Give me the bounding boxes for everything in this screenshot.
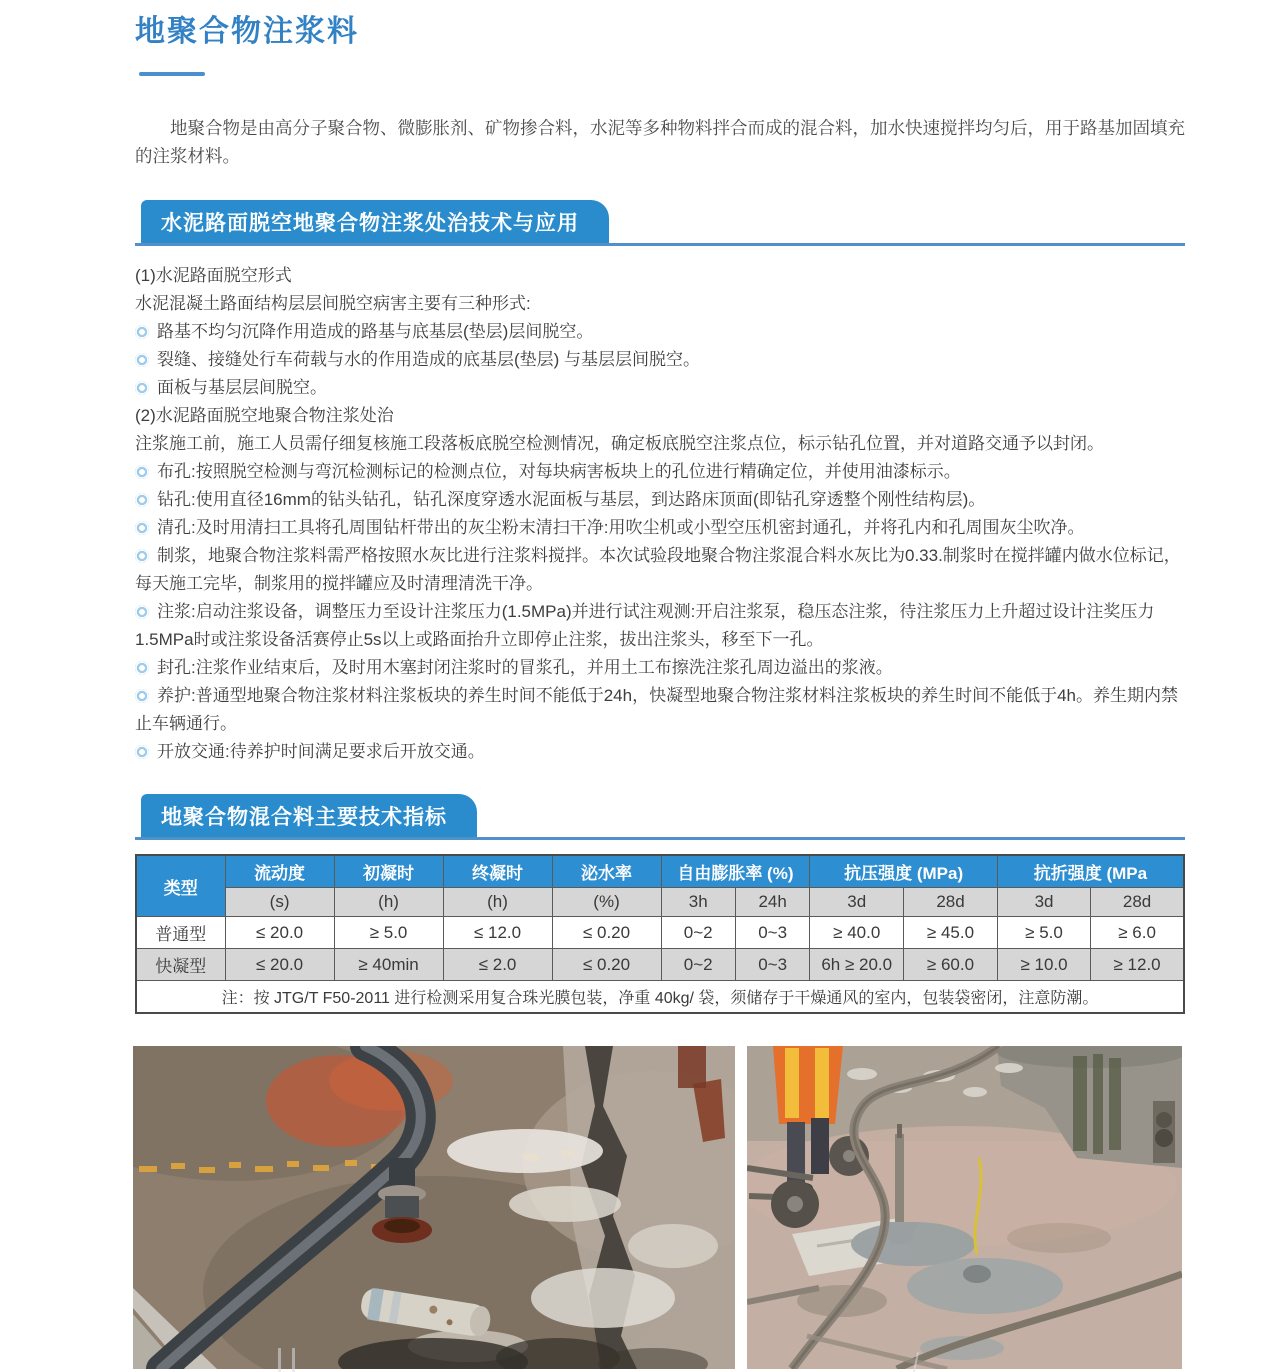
body-paragraph: 养护:普通型地聚合物注浆材料注浆板块的养生时间不能低于24h，快凝型地聚合物注浆材料注浆板块的养生时间不能低于4h。养生期内禁止车辆通行。 bbox=[135, 686, 1178, 733]
table-header-row-2 bbox=[136, 888, 1184, 917]
table-cell: ≤ 0.20 bbox=[552, 949, 661, 981]
table-cell: ≤ 2.0 bbox=[443, 949, 552, 981]
unit-cell: (%) bbox=[552, 888, 661, 917]
table-cell: ≥ 12.0 bbox=[1091, 949, 1184, 981]
left-photo-grouting-hose bbox=[133, 1046, 735, 1369]
bullet-icon bbox=[135, 521, 149, 535]
bullet-icon bbox=[135, 745, 149, 759]
unit-cell: 3h bbox=[661, 888, 735, 917]
unit-cell: 3d bbox=[997, 888, 1090, 917]
bullet-icon bbox=[135, 353, 149, 367]
unit-cell: (h) bbox=[443, 888, 552, 917]
table-cell: ≥ 10.0 bbox=[997, 949, 1090, 981]
body-paragraph: 布孔:按照脱空检测与弯沉检测标记的检测点位，对每块病害板块上的孔位进行精确定位，并使用油漆标示。 bbox=[135, 458, 1185, 486]
bullet-icon bbox=[135, 605, 149, 619]
row-type-cell: 快凝型 bbox=[136, 949, 225, 981]
header-cell-flow: 流动度 bbox=[225, 855, 334, 888]
unit-cell: 28d bbox=[1091, 888, 1184, 917]
body-paragraph: 制浆，地聚合物注浆料需严格按照水灰比进行注浆料搅拌。本次试验段地聚合物注浆混合料水灰比为0.33.制浆时在搅拌罐内做水位标记，每天施工完毕，制浆用的搅拌罐应及时清理清洗干净。 bbox=[135, 546, 1181, 593]
table-note: 注：按 JTG/T F50-2011 进行检测采用复合珠光膜包装，净重 40kg/ 袋，须储存于干燥通风的室内，包装袋密闭，注意防潮。 bbox=[136, 981, 1184, 1013]
unit-cell: 24h bbox=[735, 888, 809, 917]
table-cell: ≥ 60.0 bbox=[904, 949, 998, 981]
table-note-row bbox=[136, 981, 1184, 1013]
table-cell: 0~2 bbox=[661, 949, 735, 981]
bullet-icon bbox=[135, 493, 149, 507]
body-paragraph: 清孔:及时用清扫工具将孔周围钻杆带出的灰尘粉末清扫干净:用吹尘机或小型空压机密封通孔，并将孔内和孔周围灰尘吹净。 bbox=[135, 514, 1185, 542]
unit-cell: 28d bbox=[904, 888, 998, 917]
right-photo-grouting-worker bbox=[747, 1046, 1182, 1369]
body-paragraph: (1)水泥路面脱空形式 bbox=[135, 266, 292, 285]
header-cell-compressive: 抗压强度 (MPa) bbox=[810, 855, 998, 888]
body-paragraph: 路基不均匀沉降作用造成的路基与底基层(垫层)层间脱空。 bbox=[135, 318, 1185, 346]
header-cell-bleeding: 泌水率 bbox=[552, 855, 661, 888]
table-cell: ≥ 40.0 bbox=[810, 917, 904, 949]
table-cell: 0~3 bbox=[735, 949, 809, 981]
header-cell-free-expansion: 自由膨胀率 (%) bbox=[661, 855, 810, 888]
bullet-icon bbox=[135, 381, 149, 395]
table-cell: 0~2 bbox=[661, 917, 735, 949]
body-paragraph: 水泥混凝土路面结构层层间脱空病害主要有三种形式: bbox=[135, 294, 531, 313]
intro-paragraph: 地聚合物是由高分子聚合物、微膨胀剂、矿物掺合料，水泥等多种物料拌合而成的混合料，加水快速搅拌均匀后，用于路基加固填充的注浆材料。 bbox=[135, 118, 1185, 166]
body-paragraph: 裂缝、接缝处行车荷载与水的作用造成的底基层(垫层) 与基层层间脱空。 bbox=[135, 346, 1185, 374]
body-paragraph: 注浆施工前，施工人员需仔细复核施工段落板底脱空检测情况，确定板底脱空注浆点位，标示钻孔位置，并对道路交通予以封闭。 bbox=[135, 434, 1104, 453]
section-heading-technology: 水泥路面脱空地聚合物注浆处治技术与应用 bbox=[141, 200, 609, 243]
header-cell-final-set: 终凝时 bbox=[443, 855, 552, 888]
bullet-icon bbox=[135, 465, 149, 479]
body-paragraph: 面板与基层层间脱空。 bbox=[135, 374, 1185, 402]
spec-table-container bbox=[135, 854, 1185, 1014]
table-cell: ≥ 5.0 bbox=[997, 917, 1090, 949]
section-heading-row bbox=[135, 794, 1185, 840]
body-paragraph: 封孔:注浆作业结束后，及时用木塞封闭注浆时的冒浆孔，并用土工布擦洗注浆孔周边溢出的浆液。 bbox=[135, 654, 1185, 682]
bullet-icon bbox=[135, 661, 149, 675]
title-underline bbox=[139, 72, 205, 76]
scan-artifact bbox=[292, 1348, 295, 1372]
table-row-rapid bbox=[136, 949, 1184, 981]
table-cell: ≤ 20.0 bbox=[225, 917, 334, 949]
table-cell: 0~3 bbox=[735, 917, 809, 949]
body-paragraph: 钻孔:使用直径16mm的钻头钻孔，钻孔深度穿透水泥面板与基层，到达路床顶面(即钻孔穿透整个刚性结构层)。 bbox=[135, 486, 1185, 514]
table-cell: ≥ 5.0 bbox=[334, 917, 443, 949]
bullet-icon bbox=[135, 689, 149, 703]
body-paragraph: (2)水泥路面脱空地聚合物注浆处治 bbox=[135, 406, 394, 425]
bullet-icon bbox=[135, 549, 149, 563]
table-cell: ≤ 0.20 bbox=[552, 917, 661, 949]
bullet-icon bbox=[135, 325, 149, 339]
photo-row bbox=[133, 1046, 1185, 1369]
section-heading-row bbox=[135, 200, 1185, 246]
table-cell: ≥ 40min bbox=[334, 949, 443, 981]
table-cell: ≤ 12.0 bbox=[443, 917, 552, 949]
header-cell-type: 类型 bbox=[136, 855, 225, 917]
spec-table bbox=[135, 854, 1185, 1014]
body-paragraph: 注浆:启动注浆设备，调整压力至设计注浆压力(1.5MPa)并进行试注观测:开启注浆泵，稳压态注浆，待注浆压力上升超过设计注奖压力1.5MPa时或注浆设备活赛停止5s以上或路面抬升立即停止注浆，拔出注浆头，移至下一孔。 bbox=[135, 602, 1155, 649]
unit-cell: (s) bbox=[225, 888, 334, 917]
page-title: 地聚合物注浆料 bbox=[135, 15, 359, 48]
row-type-cell: 普通型 bbox=[136, 917, 225, 949]
section-heading-specs: 地聚合物混合料主要技术指标 bbox=[141, 794, 477, 837]
table-cell: ≥ 45.0 bbox=[904, 917, 998, 949]
table-cell: ≤ 20.0 bbox=[225, 949, 334, 981]
body-paragraph: 开放交通:待养护时间满足要求后开放交通。 bbox=[135, 738, 1185, 766]
table-cell: ≥ 6.0 bbox=[1091, 917, 1184, 949]
scan-artifact bbox=[278, 1348, 281, 1372]
technology-body bbox=[135, 262, 1185, 766]
unit-cell: 3d bbox=[810, 888, 904, 917]
table-row-ordinary bbox=[136, 917, 1184, 949]
table-cell: 6h ≥ 20.0 bbox=[810, 949, 904, 981]
header-cell-initial-set: 初凝时 bbox=[334, 855, 443, 888]
header-cell-flexural: 抗折强度 (MPa bbox=[997, 855, 1184, 888]
table-header-row-1 bbox=[136, 855, 1184, 888]
unit-cell: (h) bbox=[334, 888, 443, 917]
